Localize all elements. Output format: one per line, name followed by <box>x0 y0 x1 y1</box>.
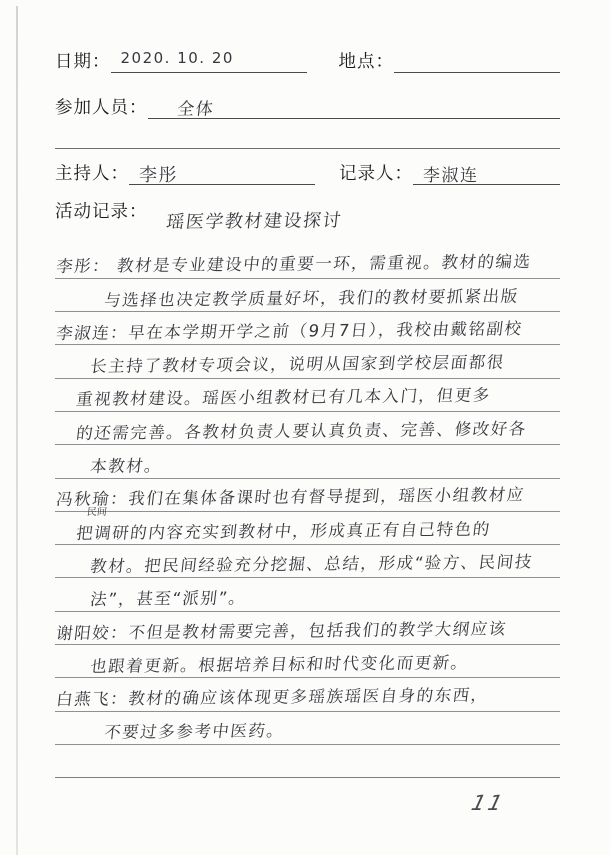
scan-edge-artifact <box>16 6 18 855</box>
minutes-text: 与选择也决定教学质量好坏，我们的教材要抓紧出版 <box>103 286 520 310</box>
recorder-field <box>413 161 560 185</box>
minutes-line <box>55 379 560 412</box>
minutes-text: 的还需完善。各教材负责人要认真负责、完善、修改好各 <box>75 419 528 443</box>
date-value: 2020. 10. 20 <box>120 49 234 67</box>
record-title: 瑶医学教材建设探讨 <box>165 210 344 234</box>
recorder-label: 记录人： <box>339 163 413 183</box>
page-number: 11 <box>469 791 508 815</box>
participants-field <box>148 95 561 119</box>
minutes-text: 冯秋瑜：我们在集体备课时也有督导提到，瑶医小组教材应 <box>55 485 526 510</box>
minutes-line <box>55 246 560 279</box>
minutes-line <box>55 545 560 578</box>
minutes-text: 不要过多参考中医药。 <box>103 721 286 743</box>
insertion-note: 民间 <box>86 506 108 518</box>
section-divider <box>55 148 560 149</box>
minutes-text: 法”，甚至“派别”。 <box>89 588 248 610</box>
minutes-text: 把调研的内容充实到教材中，形成真正有自己特色的 <box>75 519 492 543</box>
minutes-line <box>55 312 560 345</box>
date-field <box>111 49 307 73</box>
host-field <box>129 161 315 185</box>
participants-value: 全体 <box>175 99 215 120</box>
date-label: 日期： <box>55 51 111 71</box>
minutes-line <box>55 479 560 512</box>
location-label: 地点： <box>338 51 394 71</box>
minutes-line <box>55 645 560 678</box>
minutes-text: 也跟着更新。根据培养目标和时代变化而更新。 <box>89 652 470 676</box>
minutes-text: 长主持了教材专项会议，说明从国家到学校层面都很 <box>89 352 506 377</box>
minutes-text: 本教材。 <box>89 456 164 477</box>
minutes-line <box>55 678 560 711</box>
minutes-text: 白燕飞：教材的确应该体现更多瑶族瑶医自身的东西， <box>55 685 490 710</box>
minutes-line <box>55 578 560 611</box>
host-label: 主持人： <box>55 163 129 183</box>
minutes-line-empty <box>55 745 560 778</box>
minutes-line <box>55 445 560 478</box>
participants-row <box>55 94 560 119</box>
date-location-row <box>55 48 560 73</box>
participants-label: 参加人员： <box>55 97 148 117</box>
minutes-text: 李淑连：早在本学期开学之前（9月7日），我校由戴铭副校 <box>55 319 524 343</box>
record-label: 活动记录： <box>55 201 148 221</box>
minutes-text: 李彤： 教材是专业建设中的重要一环，需重视。教材的编选 <box>55 252 533 277</box>
minutes-line <box>55 612 560 645</box>
minutes-text: 重视教材建设。瑶医小组教材已有几本入门，但更多 <box>75 386 492 410</box>
minutes-text: 教材。把民间经验充分挖掘、总结，形成“验方、民间技 <box>89 552 534 576</box>
recorder-value: 李淑连 <box>423 166 479 186</box>
host-value: 李彤 <box>139 165 178 186</box>
location-field <box>394 49 560 73</box>
minutes-text: 谢阳姣：不但是教材需要完善，包括我们的教学大纲应该 <box>55 618 508 643</box>
minutes-line <box>55 345 560 378</box>
minutes-line <box>55 412 560 445</box>
minutes-body <box>55 246 560 779</box>
minutes-line <box>55 506 560 545</box>
minutes-line <box>55 712 560 745</box>
host-recorder-row <box>55 160 560 185</box>
minutes-line <box>55 279 560 312</box>
